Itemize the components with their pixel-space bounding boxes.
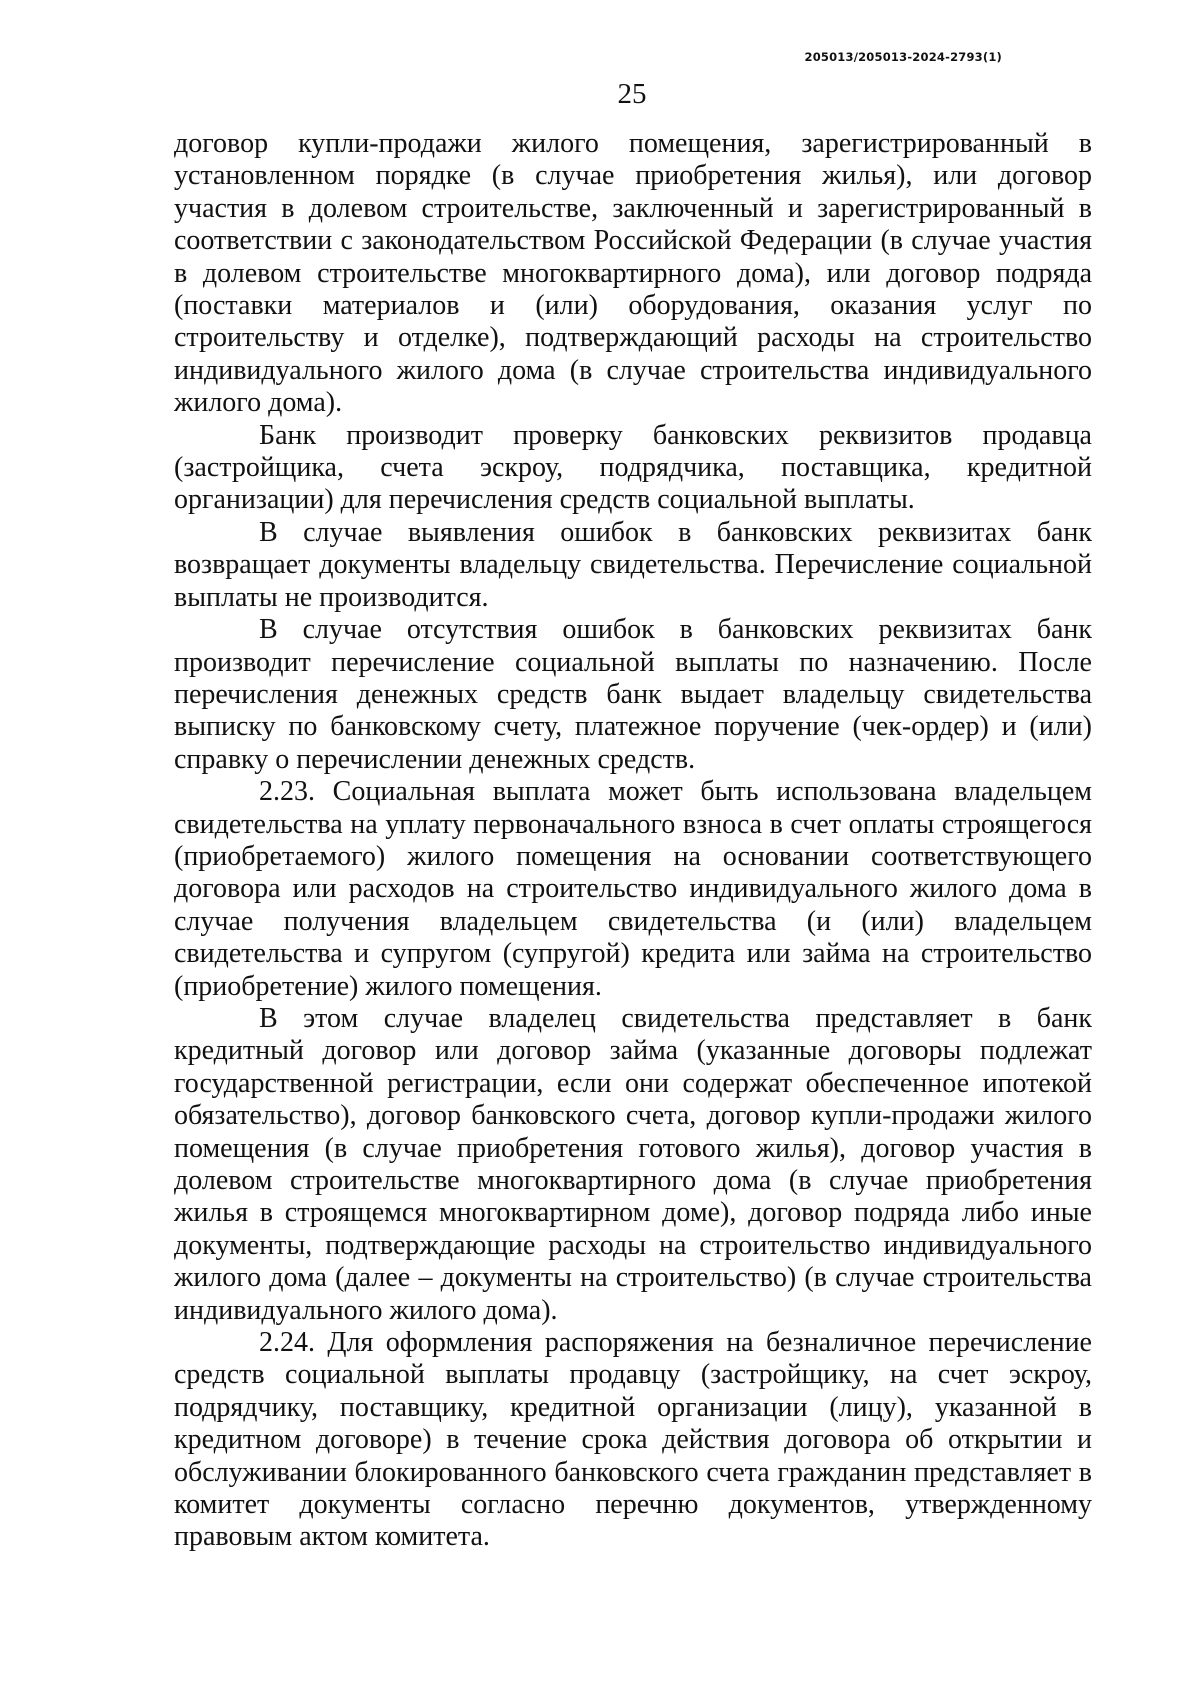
document-body <box>174 128 1092 1554</box>
document-registration-number: 205013/205013-2024-2793(1) <box>804 50 1002 64</box>
paragraph-6: В этом случае владелец свидетельства представляет в банк кредитный договор или договор займа (указанные договоры подлежат государственной регистрации, если они содержат обеспеченное ипотекой обязательство), договор банковского счета, договор купли-продажи жилого помещения (в случае приобретения готового жилья), договор участия в долевом строительстве многоквартирного дома (в случае приобретения жилья в строящемся многоквартирном доме), договор подряда либо иные документы, подтверждающие расходы на строительство индивидуального жилого дома (далее – документы на строительство) (в случае строительства индивидуального жилого дома). <box>174 1002 1092 1326</box>
paragraph-2: Банк производит проверку банковских реквизитов продавца (застройщика, счета эскроу, подрядчика, поставщика, кредитной организации) для перечисления средств социальной выплаты. <box>174 419 1092 516</box>
page-number: 25 <box>617 78 647 110</box>
paragraph-1: договор купли-продажи жилого помещения, зарегистрированный в установленном порядке (в случае приобретения жилья), или договор участия в долевом строительстве, заключенный и зарегистрированный в соответствии с законодательством Российской Федерации (в случае участия в долевом строительстве многоквартирного дома), или договор подряда (поставки материалов и (или) оборудования, оказания услуг по строительству и отделке), подтверждающий расходы на строительство индивидуального жилого дома (в случае строительства индивидуального жилого дома). <box>174 128 1092 419</box>
paragraph-5: 2.23. Социальная выплата может быть использована владельцем свидетельства на уплату первоначального взноса в счет оплаты строящегося (приобретаемого) жилого помещения на основании соответствующего договора или расходов на строительство индивидуального жилого дома в случае получения владельцем свидетельства (и (или) владельцем свидетельства и супругом (супругой) кредита или займа на строительство (приобретение) жилого помещения. <box>174 776 1092 1002</box>
paragraph-7: 2.24. Для оформления распоряжения на безналичное перечисление средств социальной выплаты продавцу (застройщику, на счет эскроу, подрядчику, поставщику, кредитной организации (лицу), указанной в кредитном договоре) в течение срока действия договора об открытии и обслуживании блокированного банковского счета гражданин представляет в комитет документы согласно перечню документов, утвержденному правовым актом комитета. <box>174 1327 1092 1553</box>
paragraph-3: В случае выявления ошибок в банковских реквизитах банк возвращает документы владельцу свидетельства. Перечисление социальной выплаты не производится. <box>174 516 1092 613</box>
paragraph-4: В случае отсутствия ошибок в банковских реквизитах банк производит перечисление социальной выплаты по назначению. После перечисления денежных средств банк выдает владельцу свидетельства выписку по банковскому счету, платежное поручение (чек-ордер) и (или) справку о перечислении денежных средств. <box>174 614 1092 775</box>
